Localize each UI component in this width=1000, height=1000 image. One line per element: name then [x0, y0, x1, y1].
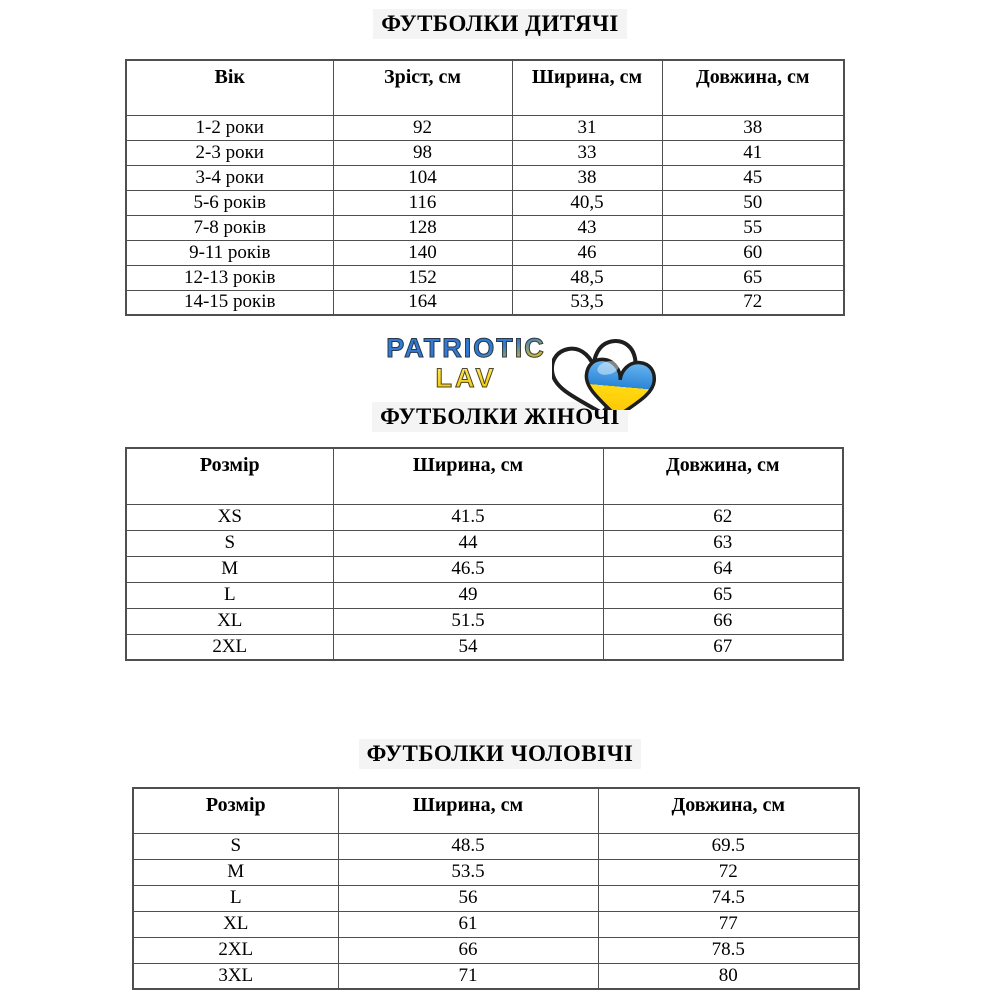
section-title-women-text: ФУТБОЛКИ ЖІНОЧІ: [372, 402, 628, 432]
table-row: [126, 165, 844, 190]
table-cell: 72: [598, 859, 859, 885]
table-cell: 116: [333, 190, 512, 215]
table-row: [133, 937, 859, 963]
table-cell: 3-4 роки: [126, 165, 333, 190]
column-header: Ширина, см: [333, 448, 603, 504]
table-cell: 67: [603, 634, 843, 660]
table-cell: 63: [603, 530, 843, 556]
table-cell: 64: [603, 556, 843, 582]
table-cell: XL: [133, 911, 338, 937]
patriotic-wordmark: PATRIOTIC: [386, 332, 546, 363]
table-cell: 48,5: [512, 265, 662, 290]
column-header: Вік: [126, 60, 333, 115]
table-row: [126, 240, 844, 265]
table-cell: 164: [333, 290, 512, 315]
table-cell: 46.5: [333, 556, 603, 582]
table-cell: 45: [662, 165, 844, 190]
table-row: [126, 290, 844, 315]
column-header: Довжина, см: [598, 788, 859, 833]
table-cell: 72: [662, 290, 844, 315]
table-cell: 44: [333, 530, 603, 556]
table-row: [126, 608, 843, 634]
column-header: Розмір: [133, 788, 338, 833]
table-cell: 7-8 років: [126, 215, 333, 240]
table-row: [133, 911, 859, 937]
table-cell: L: [126, 582, 333, 608]
column-header: Довжина, см: [603, 448, 843, 504]
table-row: [126, 504, 843, 530]
table-cell: 74.5: [598, 885, 859, 911]
table-cell: 92: [333, 115, 512, 140]
table-cell: 51.5: [333, 608, 603, 634]
table-cell: 40,5: [512, 190, 662, 215]
table-cell: 54: [333, 634, 603, 660]
ukraine-flag-heart-icon: [552, 320, 664, 410]
table-cell: 69.5: [598, 833, 859, 859]
table-cell: 61: [338, 911, 598, 937]
table-row: [126, 265, 844, 290]
column-header: Довжина, см: [662, 60, 844, 115]
table-cell: 53.5: [338, 859, 598, 885]
table-row: [133, 885, 859, 911]
table-row: [126, 140, 844, 165]
section-title-men-text: ФУТБОЛКИ ЧОЛОВІЧІ: [359, 739, 642, 769]
table-cell: 55: [662, 215, 844, 240]
column-header: Ширина, см: [512, 60, 662, 115]
section-title-children-text: ФУТБОЛКИ ДИТЯЧІ: [373, 9, 627, 39]
children-sizes-table: [125, 59, 845, 316]
women-sizes-table: [125, 447, 844, 661]
table-cell: 78.5: [598, 937, 859, 963]
section-title-women: [0, 402, 1000, 432]
table-cell: 50: [662, 190, 844, 215]
table-cell: 65: [603, 582, 843, 608]
table-cell: 62: [603, 504, 843, 530]
brand-wordmark: [386, 332, 546, 393]
table-cell: 41: [662, 140, 844, 165]
table-cell: 33: [512, 140, 662, 165]
table-cell: 38: [662, 115, 844, 140]
table-cell: 56: [338, 885, 598, 911]
table-cell: 2XL: [133, 937, 338, 963]
table-cell: 48.5: [338, 833, 598, 859]
table-cell: XS: [126, 504, 333, 530]
table-row: [126, 556, 843, 582]
table-row: [126, 115, 844, 140]
column-header: Розмір: [126, 448, 333, 504]
table-cell: 60: [662, 240, 844, 265]
table-cell: 2-3 роки: [126, 140, 333, 165]
table-cell: 12-13 років: [126, 265, 333, 290]
table-cell: 9-11 років: [126, 240, 333, 265]
column-header: Зріст, см: [333, 60, 512, 115]
table-cell: M: [133, 859, 338, 885]
lav-wordmark: LAV: [435, 362, 497, 393]
table-row: [133, 963, 859, 989]
table-cell: 46: [512, 240, 662, 265]
table-row: [126, 190, 844, 215]
section-title-men: [0, 739, 1000, 769]
table-header-row: [133, 788, 859, 833]
table-header-row: [126, 448, 843, 504]
table-row: [126, 530, 843, 556]
table-row: [126, 215, 844, 240]
table-cell: 31: [512, 115, 662, 140]
table-cell: 128: [333, 215, 512, 240]
table-cell: L: [133, 885, 338, 911]
men-sizes-table: [132, 787, 860, 990]
table-cell: 66: [603, 608, 843, 634]
table-cell: 41.5: [333, 504, 603, 530]
table-cell: 66: [338, 937, 598, 963]
table-cell: 152: [333, 265, 512, 290]
brand-logo: [25, 322, 1000, 404]
table-cell: 3XL: [133, 963, 338, 989]
table-cell: 140: [333, 240, 512, 265]
table-cell: XL: [126, 608, 333, 634]
table-cell: 104: [333, 165, 512, 190]
table-cell: 38: [512, 165, 662, 190]
table-row: [133, 859, 859, 885]
section-title-children: [0, 0, 1000, 39]
table-cell: 5-6 років: [126, 190, 333, 215]
table-cell: 14-15 років: [126, 290, 333, 315]
table-row: [133, 833, 859, 859]
table-cell: 53,5: [512, 290, 662, 315]
column-header: Ширина, см: [338, 788, 598, 833]
table-cell: M: [126, 556, 333, 582]
table-cell: 1-2 роки: [126, 115, 333, 140]
table-row: [126, 582, 843, 608]
table-cell: S: [126, 530, 333, 556]
table-cell: 2XL: [126, 634, 333, 660]
table-cell: 43: [512, 215, 662, 240]
table-cell: 71: [338, 963, 598, 989]
table-cell: 77: [598, 911, 859, 937]
table-cell: S: [133, 833, 338, 859]
table-row: [126, 634, 843, 660]
table-cell: 49: [333, 582, 603, 608]
table-cell: 98: [333, 140, 512, 165]
table-header-row: [126, 60, 844, 115]
table-cell: 80: [598, 963, 859, 989]
table-cell: 65: [662, 265, 844, 290]
